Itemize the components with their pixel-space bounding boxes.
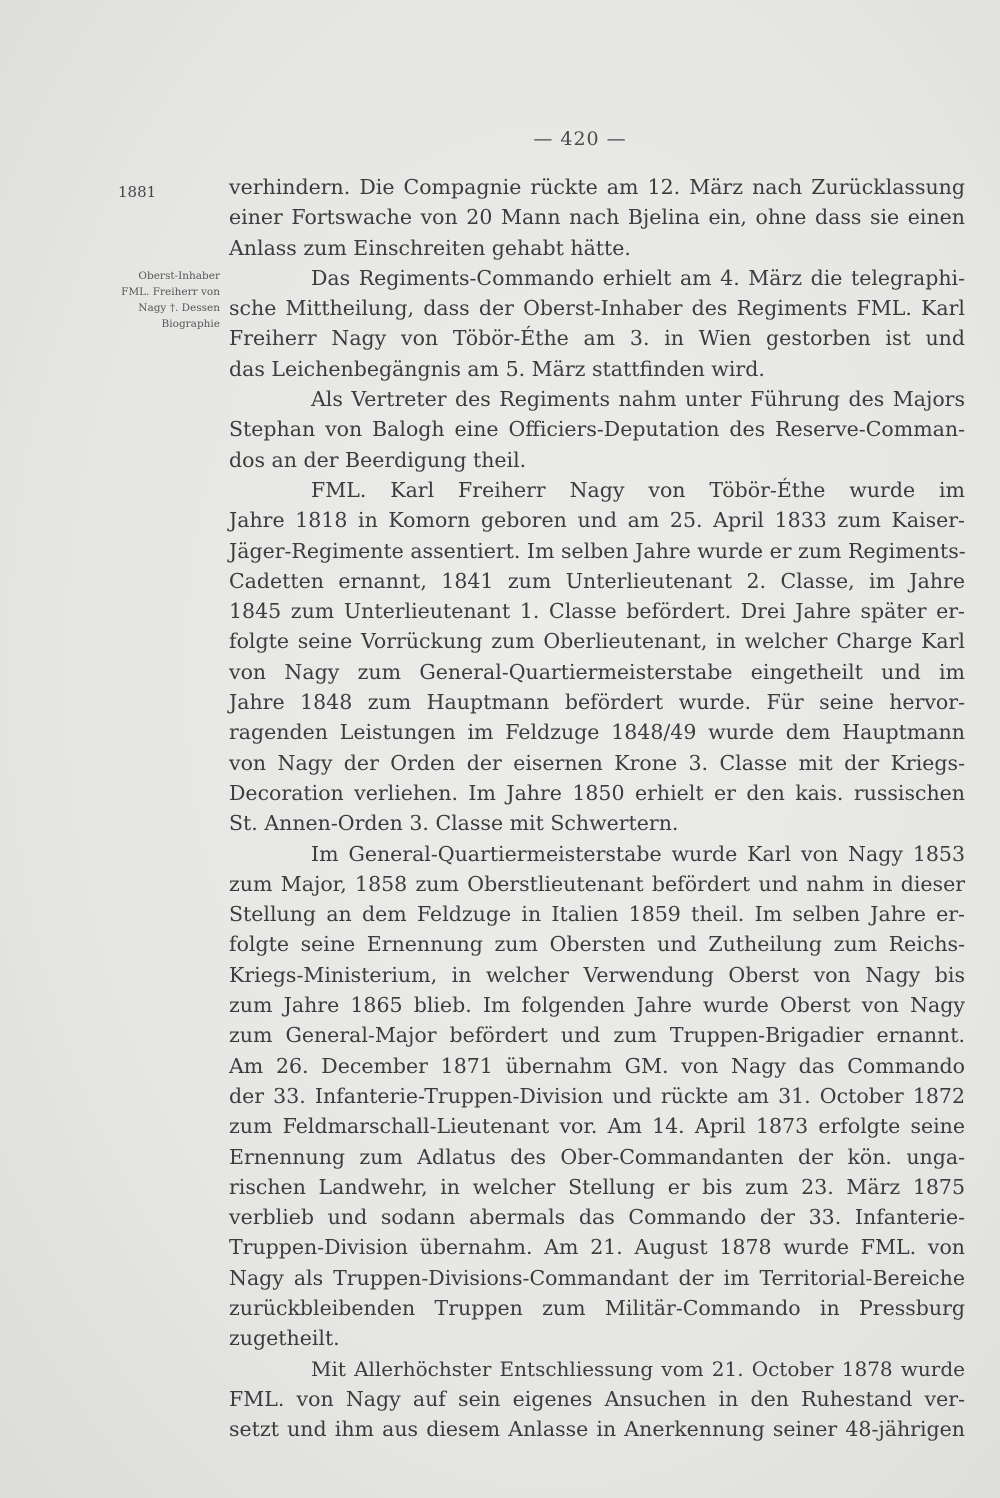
text-line: sche Mittheilung, dass der Oberst-Inhaber des Regiments FML. Karl [229,296,965,321]
text-line: rischen Landwehr, in welcher Stellung er bis zum 23. März 1875 [229,1174,965,1199]
text-line: Jahre 1848 zum Hauptmann befördert wurde. Für seine hervor- [229,690,965,715]
text-line: Freiherr Nagy von Töbör-Éthe am 3. in Wien gestorben ist und [229,326,965,351]
text-line: verblieb und sodann abermals das Commando der 33. Infanterie- [229,1205,965,1230]
page-number: — 420 — [533,128,627,150]
text-line: Ernennung zum Adlatus des Ober-Commandanten der kön. unga- [229,1144,965,1169]
margin-sidenote [80,268,220,332]
text-line: Cadetten ernannt, 1841 zum Unterlieutenant 2. Classe, im Jahre [229,568,965,593]
text-line: folgte seine Vorrückung zum Oberlieutenant, in welcher Charge Karl [229,629,965,654]
sidenote-line: Nagy †. Dessen [138,302,220,314]
text-line: Mit Allerhöchster Entschliessung vom 21. October 1878 wurde [311,1356,965,1381]
text-line: Truppen-Division übernahm. Am 21. August 1878 wurde FML. von [229,1235,965,1260]
body-text [229,172,965,1444]
text-line: Am 26. December 1871 übernahm GM. von Nagy das Commando [229,1053,965,1078]
text-line: Als Vertreter des Regiments nahm unter Führung des Majors [311,387,965,412]
text-line: Stellung an dem Feldzuge in Italien 1859 theil. Im selben Jahre er- [229,902,965,927]
text-line: 1845 zum Unterlieutenant 1. Classe befördert. Drei Jahre später er- [229,599,965,624]
text-line: Das Regiments-Commando erhielt am 4. März die telegraphi- [311,265,965,290]
text-line: Stephan von Balogh eine Officiers-Deputation des Reserve-Comman- [229,417,965,442]
text-line: Jäger-Regimente assentiert. Im selben Jahre wurde er zum Regiments- [229,538,966,563]
text-line: Jahre 1818 in Komorn geboren und am 25. April 1833 zum Kaiser- [229,508,965,533]
text-line: der 33. Infanterie-Truppen-Division und rückte am 31. October 1872 [229,1083,965,1108]
text-line: von Nagy der Orden der eisernen Krone 3. Classe mit der Kriegs- [229,750,965,775]
margin-year: 1881 [118,183,157,201]
text-line: ragenden Leistungen im Feldzuge 1848/49 wurde dem Hauptmann [229,720,965,745]
text-line: folgte seine Ernennung zum Obersten und Zutheilung zum Reichs- [229,932,965,957]
text-line: zum General-Major befördert und zum Truppen-Brigadier ernannt. [229,1023,965,1048]
text-line: von Nagy zum General-Quartiermeisterstabe eingetheilt und im [229,659,965,684]
text-line: zum Jahre 1865 blieb. Im folgenden Jahre wurde Oberst von Nagy [229,993,965,1018]
text-line: St. Annen-Orden 3. Classe mit Schwertern. [229,811,679,836]
text-line: setzt und ihm aus diesem Anlasse in Anerkennung seiner 48-jährigen [229,1417,965,1442]
text-line: Im General-Quartiermeisterstabe wurde Karl von Nagy 1853 [311,841,965,866]
sidenote-line: Oberst-Inhaber [138,270,220,282]
text-line: zugetheilt. [229,1326,340,1351]
text-line: Nagy als Truppen-Divisions-Commandant der im Territorial-Bereiche [229,1265,965,1290]
text-line: zurückbleibenden Truppen zum Militär-Commando in Pressburg [229,1295,965,1320]
text-line: FML. Karl Freiherr Nagy von Töbör-Éthe wurde im [311,477,965,502]
text-line: Anlass zum Einschreiten gehabt hätte. [229,235,631,260]
text-line: verhindern. Die Compagnie rückte am 12. März nach Zurücklassung [229,175,965,199]
text-line: Kriegs-Ministerium, in welcher Verwendung Oberst von Nagy bis [229,962,965,987]
sidenote-line: FML. Freiherr von [121,286,220,298]
text-line: zum Feldmarschall-Lieutenant vor. Am 14. April 1873 erfolgte seine [229,1114,965,1139]
text-line: einer Fortswache von 20 Mann nach Bjelina ein, ohne dass sie einen [229,205,965,230]
text-line: dos an der Beerdigung theil. [229,447,527,472]
text-line: zum Major, 1858 zum Oberstlieutenant befördert und nahm in dieser [229,871,965,896]
text-line: Decoration verliehen. Im Jahre 1850 erhielt er den kais. russischen [229,780,965,805]
text-line: das Leichenbegängnis am 5. März stattfinden wird. [229,356,765,381]
sidenote-line: Biographie [161,318,220,330]
text-line: FML. von Nagy auf sein eigenes Ansuchen in den Ruhestand ver- [229,1386,965,1411]
